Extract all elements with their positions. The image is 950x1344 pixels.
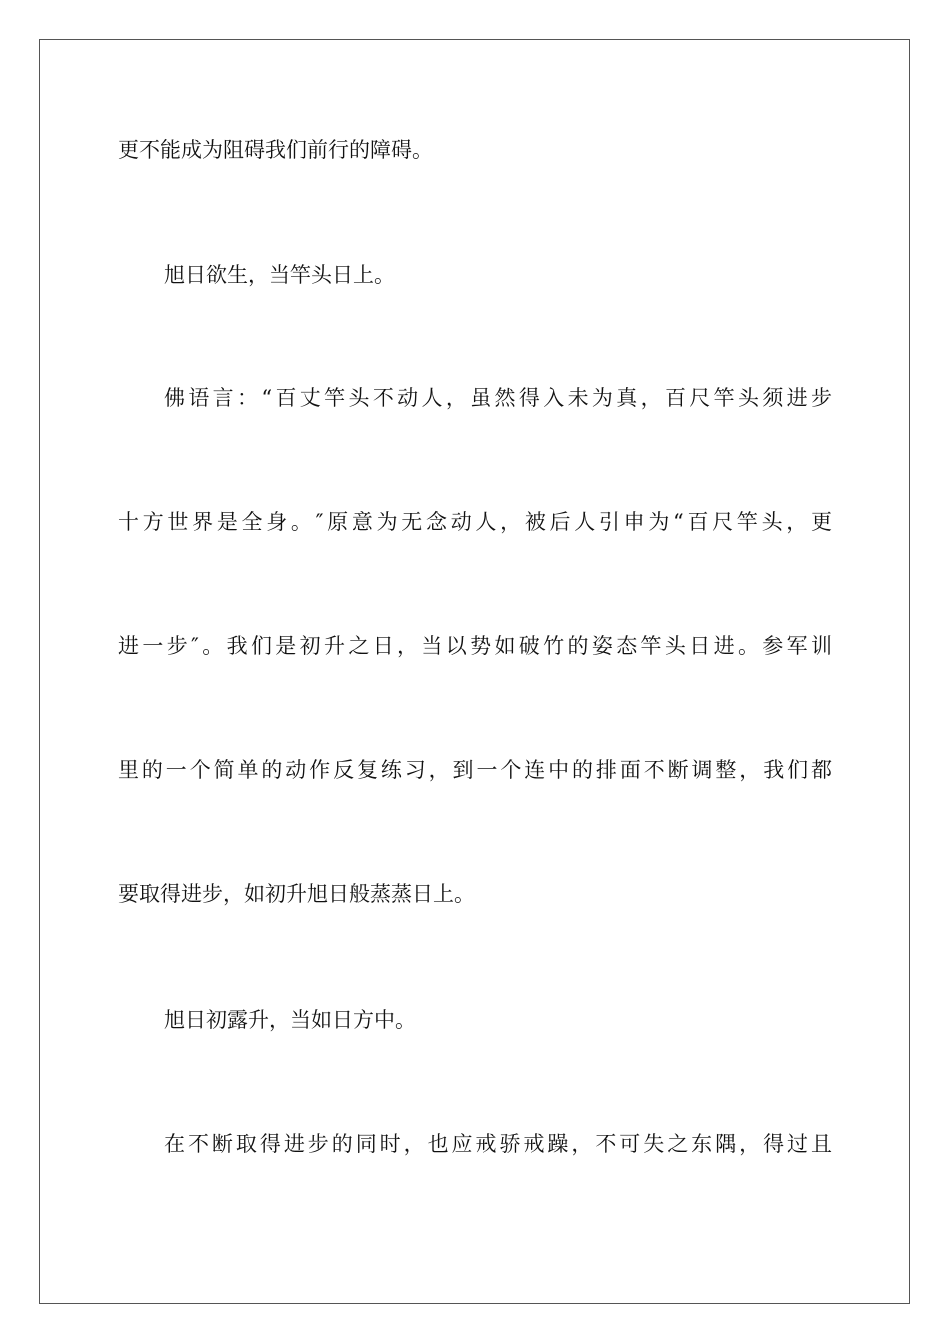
text-line-1: 更不能成为阻碍我们前行的障碍。 bbox=[118, 138, 433, 162]
text-line-6: 里的一个简单的动作反复练习，到一个连中的排面不断调整，我们都 bbox=[118, 758, 832, 782]
text-line-5: 进一步″。我们是初升之日，当以势如破竹的姿态竿头日进。参军训 bbox=[118, 634, 832, 658]
text-line-4: 十方世界是全身。″原意为无念动人，被后人引申为“百尺竿头，更 bbox=[118, 510, 832, 534]
text-line-7: 要取得进步，如初升旭日般蒸蒸日上。 bbox=[118, 882, 475, 906]
text-line-2: 旭日欲生，当竿头日上。 bbox=[164, 263, 395, 287]
text-line-9: 在不断取得进步的同时，也应戒骄戒躁，不可失之东隅，得过且 bbox=[164, 1132, 832, 1156]
page-border bbox=[39, 39, 910, 1304]
text-line-8: 旭日初露升，当如日方中。 bbox=[164, 1008, 416, 1032]
text-line-3: 佛语言：“百丈竿头不动人，虽然得入未为真，百尺竿头须进步 bbox=[164, 386, 832, 410]
